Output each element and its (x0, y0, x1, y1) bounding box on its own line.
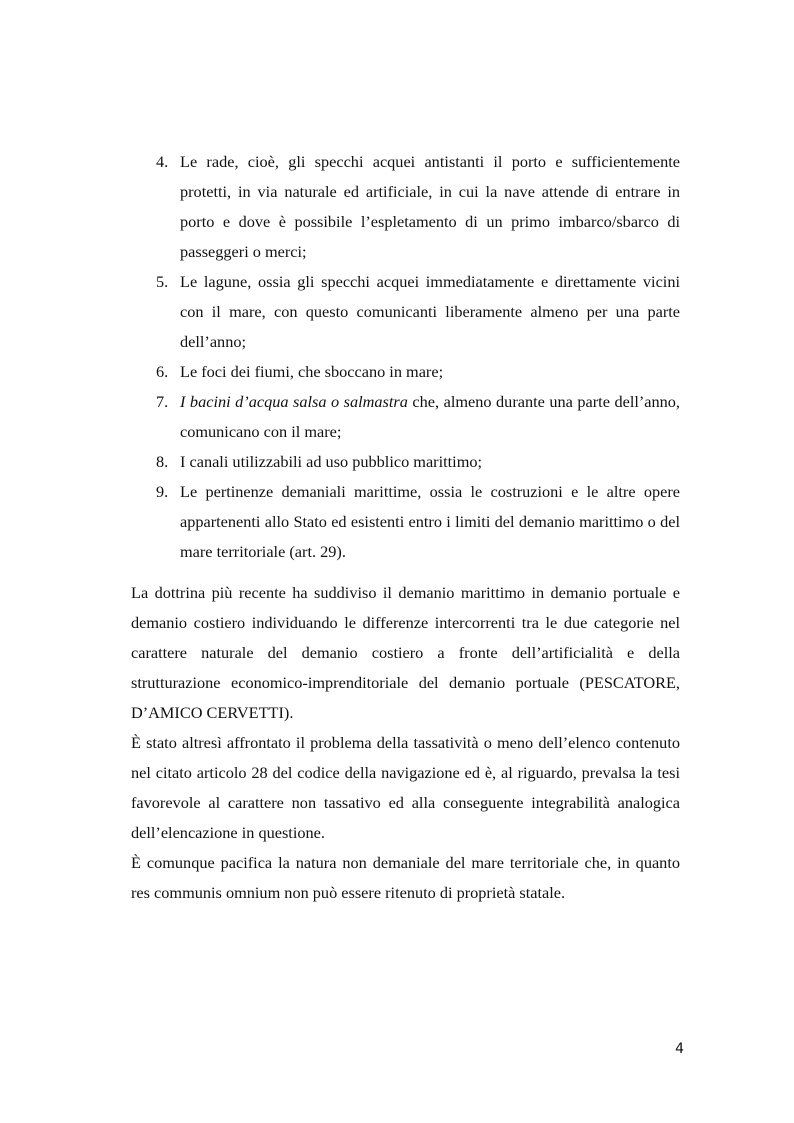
list-item-number: 8. (156, 452, 169, 471)
page-number: 4 (675, 1041, 684, 1057)
list-item-number: 7. (156, 392, 169, 411)
list-item-number: 6. (156, 362, 169, 381)
list-item-4 (131, 147, 680, 267)
paragraph-doctrine: La dottrina più recente ha suddiviso il demanio marittimo in demanio portuale e demanio costiero individuando le differenze intercorrenti tra le due categorie nel carattere naturale del demanio costiero a fronte dell’artificialità e della strutturazione economico-imprenditoriale del demanio portuale (PESCATORE, D’AMICO CERVETTI). (131, 583, 680, 722)
list-item-7 (131, 387, 680, 447)
list-item-text: che, almeno durante una parte dell’anno, comunicano con il mare; (180, 392, 681, 441)
list-item-6 (131, 357, 680, 387)
list-item-number: 5. (156, 272, 169, 291)
list-item-number: 9. (156, 482, 169, 501)
numbered-list (131, 147, 680, 567)
list-item-9 (131, 477, 680, 567)
list-item-text: Le lagune, ossia gli specchi acquei immediatamente e direttamente vicini con il mare, con questo comunicanti liberamente almeno per una parte dell’anno; (180, 272, 680, 351)
list-item-italic-text: I bacini d’acqua salsa o salmastra (180, 392, 408, 411)
list-item-text: I canali utilizzabili ad uso pubblico marittimo; (180, 452, 483, 471)
list-item-text: Le pertinenze demaniali marittime, ossia le costruzioni e le altre opere appartenenti allo Stato ed esistenti entro i limiti del demanio marittimo o del mare territoriale (art. 29). (180, 482, 680, 561)
paragraph-tassativita: È stato altresì affrontato il problema della tassatività o meno dell’elenco contenuto nel citato articolo 28 del codice della navigazione ed è, al riguardo, prevalsa la tesi favorevole al carattere non tassativo ed alla conseguente integrabilità analogica dell’elencazione in questione. (131, 733, 680, 842)
list-item-8 (131, 447, 680, 477)
list-item-text: Le rade, cioè, gli specchi acquei antistanti il porto e sufficientemente protetti, in via naturale ed artificiale, in cui la nave attende di entrare in porto e dove è possibile l’espletamento di un primo imbarco/sbarco di passeggeri o merci; (180, 152, 680, 261)
list-item-number: 4. (156, 152, 169, 171)
paragraph-mare-territoriale: È comunque pacifica la natura non demaniale del mare territoriale che, in quanto res communis omnium non può essere ritenuto di proprietà statale. (131, 853, 680, 902)
list-item-5 (131, 267, 680, 357)
body-paragraphs (131, 578, 680, 908)
list-item-text: Le foci dei fiumi, che sboccano in mare; (180, 362, 444, 381)
